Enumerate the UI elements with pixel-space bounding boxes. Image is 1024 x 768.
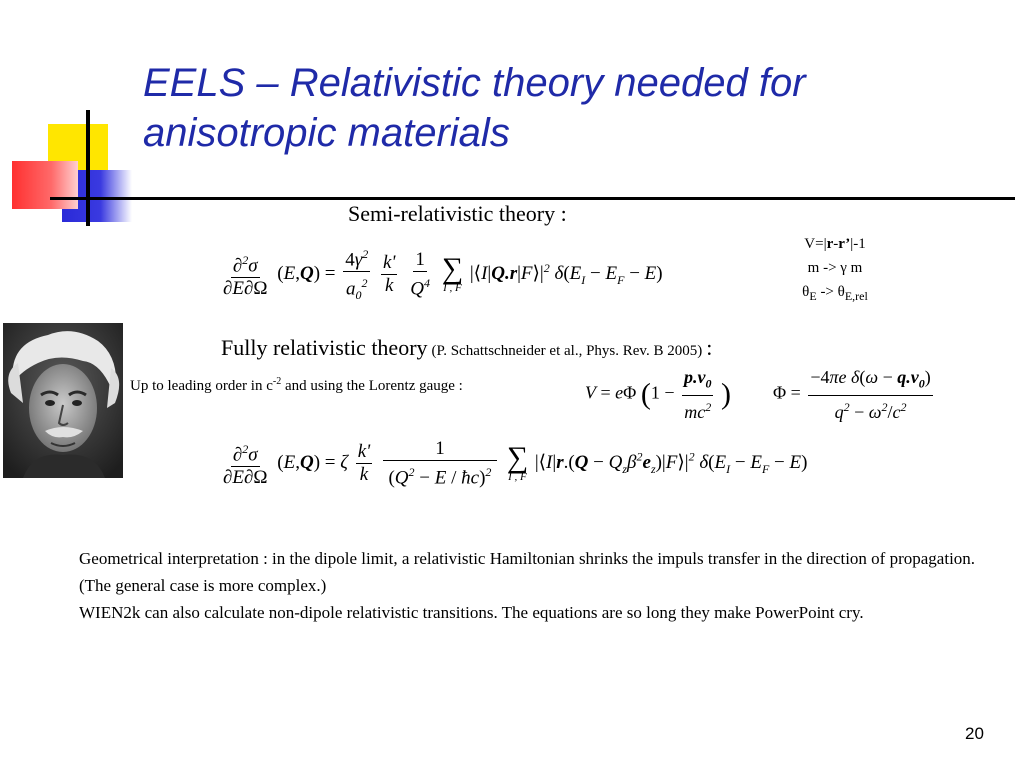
decor-vertical-line bbox=[86, 110, 90, 226]
albert-einstein-portrait bbox=[3, 323, 123, 478]
semi-relativistic-equation: $\frac{\partial^2\sigma}{\partial E\partial\Omega}$ (E,Q) = $\frac{4\gamma^2}{a_0^2}$ $\frac{k'}{k}$ $\frac{1}{Q^4}$ ∑ I , F $|⟨I|Q.r|F⟩|^2$ $\delta(E_I - E_F - E)$ bbox=[218, 243, 663, 306]
explanation-text bbox=[79, 545, 1004, 626]
title-underline bbox=[50, 197, 1015, 200]
angle-note: $\theta_E -> \theta_{E,rel}$ bbox=[802, 284, 868, 303]
potential-note: V=|r-r’|-1 bbox=[804, 236, 866, 252]
paragraph-geometrical: Geometrical interpretation : in the dipole limit, a relativistic Hamiltonian shrinks the impuls transfer in the direction of propagation. (The general case is more complex.) bbox=[79, 549, 976, 595]
scalar-potential-equation: Φ = $\frac{-4\pi e \delta(\omega - q.v_0)}{q^2 - \omega^2/c^2}$ bbox=[773, 367, 931, 422]
heading-colon: : bbox=[706, 335, 713, 360]
fully-relativistic-title: Fully relativistic theory bbox=[221, 335, 428, 360]
page-number: 20 bbox=[965, 724, 984, 743]
mass-note: m -> γ m bbox=[807, 260, 863, 276]
paragraph-wien2k: WIEN2k can also calculate non-dipole relativistic transitions. The equations are so long they make PowerPoint cry. bbox=[79, 603, 864, 622]
slide-title: EELS – Relativistic theory needed for anisotropic materials bbox=[143, 61, 806, 155]
lorentz-gauge-note: Up to leading order in $c^{-2}$ and using the Lorentz gauge : bbox=[130, 376, 463, 394]
fully-relativistic-heading bbox=[221, 335, 712, 361]
semi-notes bbox=[770, 232, 900, 308]
citation: (P. Schattschneider et al., Phys. Rev. B 2005) bbox=[431, 343, 703, 359]
potential-equation: V = eΦ (1 − $\frac{p.v_0}{mc^2}$ ) bbox=[585, 367, 731, 422]
semi-relativistic-heading: Semi-relativistic theory : bbox=[348, 201, 567, 226]
decor-red-square bbox=[12, 161, 78, 209]
fully-relativistic-equation: $\frac{\partial^2\sigma}{\partial E\partial\Omega}$ (E,Q) = ζ $\frac{k'}{k}$ $\frac{1}{(Q^2 - E / ħc)^2}$ ∑ I , F |⟨I|r.(Q − $Q_z\beta^2e_z)|F⟩|^2$ $\delta(E_I - E_F - E)$ bbox=[223, 438, 808, 489]
